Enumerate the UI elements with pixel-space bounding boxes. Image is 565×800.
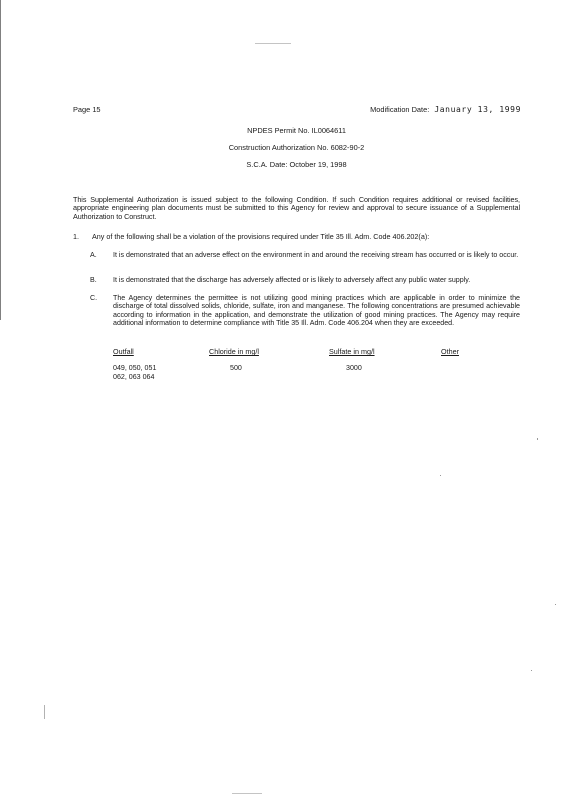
item-letter: A. — [90, 251, 97, 259]
scan-speck — [232, 793, 262, 794]
table-cell-outfall — [113, 364, 156, 381]
table-cell-chloride: 500 — [230, 364, 242, 372]
outfall-line: 062, 063 064 — [113, 372, 155, 381]
item-letter: C. — [90, 294, 98, 302]
permit-number: NPDES Permit No. IL0064611 — [247, 126, 346, 135]
modification-date-label: Modification Date: — [370, 105, 430, 114]
construction-authorization: Construction Authorization No. 6082-90-2 — [228, 143, 365, 152]
modification-date — [370, 105, 521, 114]
outfall-line: 049, 050, 051 — [113, 364, 157, 372]
item-letter: B. — [90, 276, 97, 284]
intro-paragraph: This Supplemental Authorization is issued subject to the following Condition. If such Condition requires additional or revised facilities, appropriate engineering plan documents must be submitted to this Agency for review and approval to secure issuance of a Supplemental Authorization to Construct. — [73, 195, 520, 221]
modification-date-value: January 13, 1999 — [434, 105, 521, 114]
scan-speck — [440, 475, 441, 476]
scan-speck — [255, 43, 291, 44]
scan-edge — [0, 0, 1, 800]
table-header-other: Other — [441, 347, 459, 356]
condition-number: 1. — [73, 232, 79, 241]
table-cell-sulfate: 3000 — [346, 364, 362, 372]
sca-date: S.C.A. Date: October 19, 1998 — [246, 160, 347, 169]
page-number: Page 15 — [73, 105, 101, 114]
item-text: The Agency determines the permittee is not utilizing good mining practices which are applicable in order to minimize the discharge of total dissolved solids, chloride, sulfate, iron and manganese. The following concentrations are presumed achievable according to information in the application, and demonstrate the utilization of good mining practices. The Agency may require additional information to determine compliance with Title 35 Ill. Adm. Code 406.204 when they are exceeded. — [113, 294, 520, 328]
table-header-sulfate: Sulfate in mg/l — [329, 347, 375, 356]
scan-speck — [555, 604, 556, 605]
scan-speck — [531, 670, 532, 671]
table-header-chloride: Chloride in mg/l — [209, 347, 259, 356]
condition-text: Any of the following shall be a violation of the provisions required under Title 35 Ill. Adm. Code 406.202(a): — [92, 232, 430, 241]
table-header-outfall: Outfall — [113, 347, 134, 356]
item-text: It is demonstrated that an adverse effect on the environment in and around the receiving stream has occurred or is likely to occur. — [113, 251, 519, 259]
scan-speck — [537, 438, 538, 440]
item-text: It is demonstrated that the discharge has adversely affected or is likely to adversely affect any public water supply. — [113, 276, 471, 284]
scan-speck — [44, 705, 45, 719]
